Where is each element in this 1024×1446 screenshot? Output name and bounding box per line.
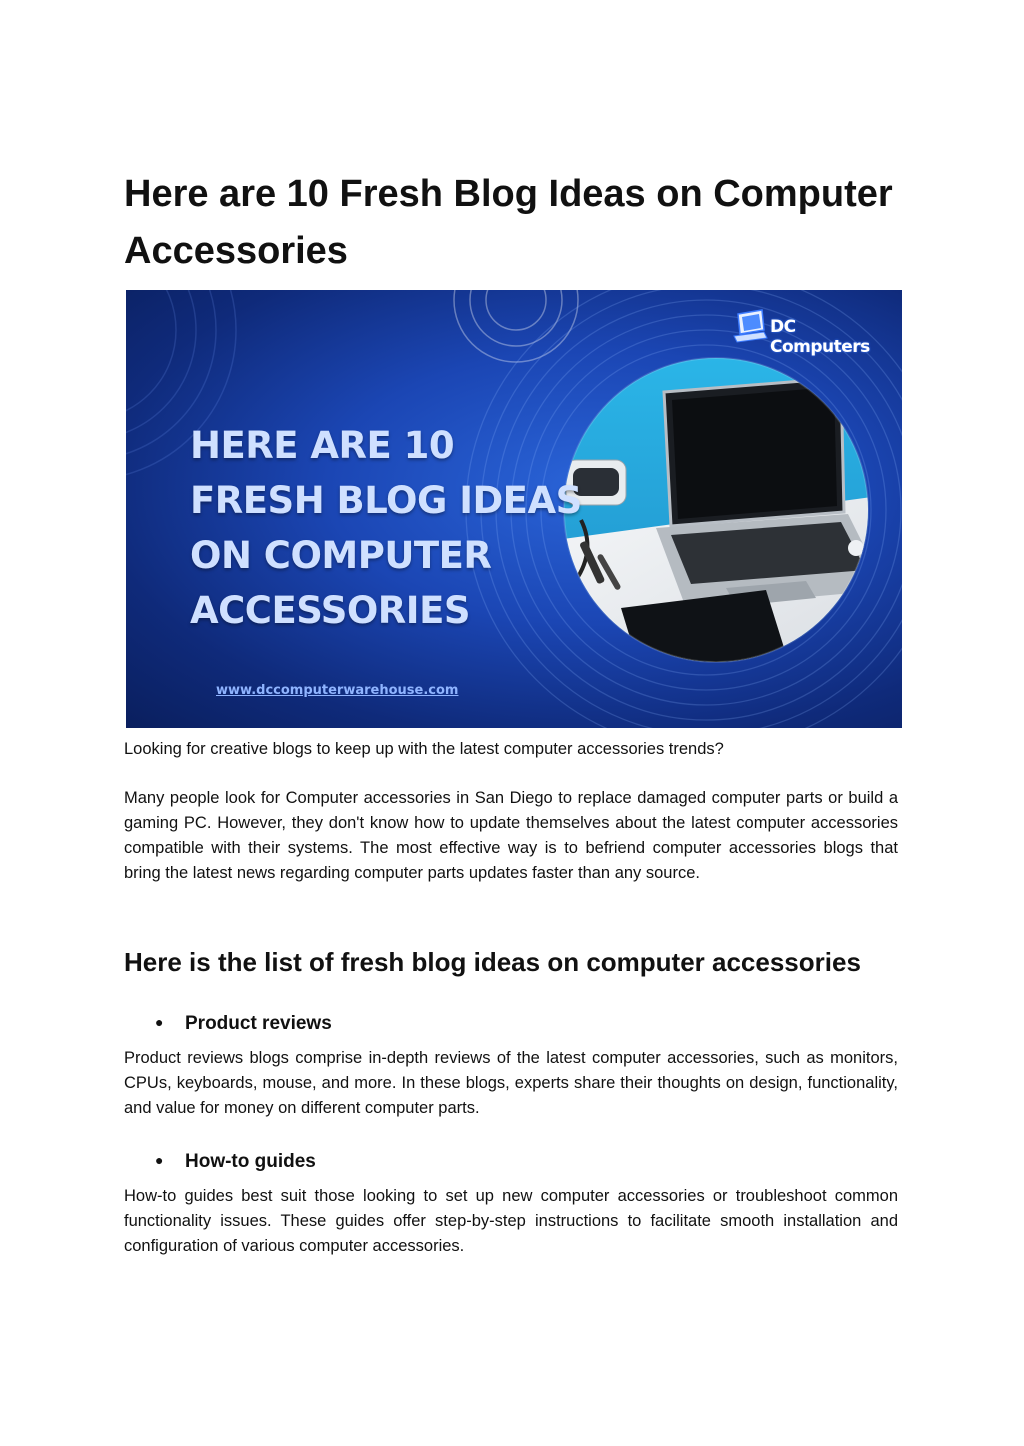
intro-paragraph: Looking for creative blogs to keep up with the latest computer accessories trends? [124,740,724,758]
list-item-text: How-to guides best suit those looking to set up new computer accessories or troubleshoot common functionality issues. These guides offer step-by-step instructions to facilitate smooth installation and configuration of various computer accessories. [124,1187,898,1255]
laptop-photo [556,350,886,690]
dc-computers-logo [732,308,892,357]
body-paragraph-1: Many people look for Computer accessories in San Diego to replace damaged computer parts or build a gaming PC. However, they don't know how to update themselves about the latest computer accessories compatible with their systems. The most effective way is to befriend computer accessories blogs that bring the latest news regarding computer parts updates faster than any source. [124,789,898,882]
banner-heading: HERE ARE 10 FRESH BLOG IDEAS ON COMPUTER ACCESSORIES [190,424,582,632]
list-item-label: How-to guides [185,1151,316,1172]
bullet-icon: ● [155,1152,164,1168]
bullet-icon: ● [155,1014,164,1030]
section-heading: Here is the list of fresh blog ideas on computer accessories [124,947,861,977]
page-title: Here are 10 Fresh Blog Ideas on Computer Accessories [124,173,893,272]
banner-url[interactable]: www.dccomputerwarehouse.com [216,683,459,698]
laptop-logo-icon [732,308,768,344]
logo-text: DC Computers [770,317,870,357]
list-item-label: Product reviews [185,1013,332,1034]
banner-image [126,290,902,728]
list-item-heading [155,1008,332,1038]
list-item-text: Product reviews blogs comprise in-depth reviews of the latest computer accessories, such as monitors, CPUs, keyboards, mouse, and more. In these blogs, experts share their thoughts on design, functionality, and value for money on different computer parts. [124,1049,898,1117]
list-item-heading [155,1146,316,1176]
